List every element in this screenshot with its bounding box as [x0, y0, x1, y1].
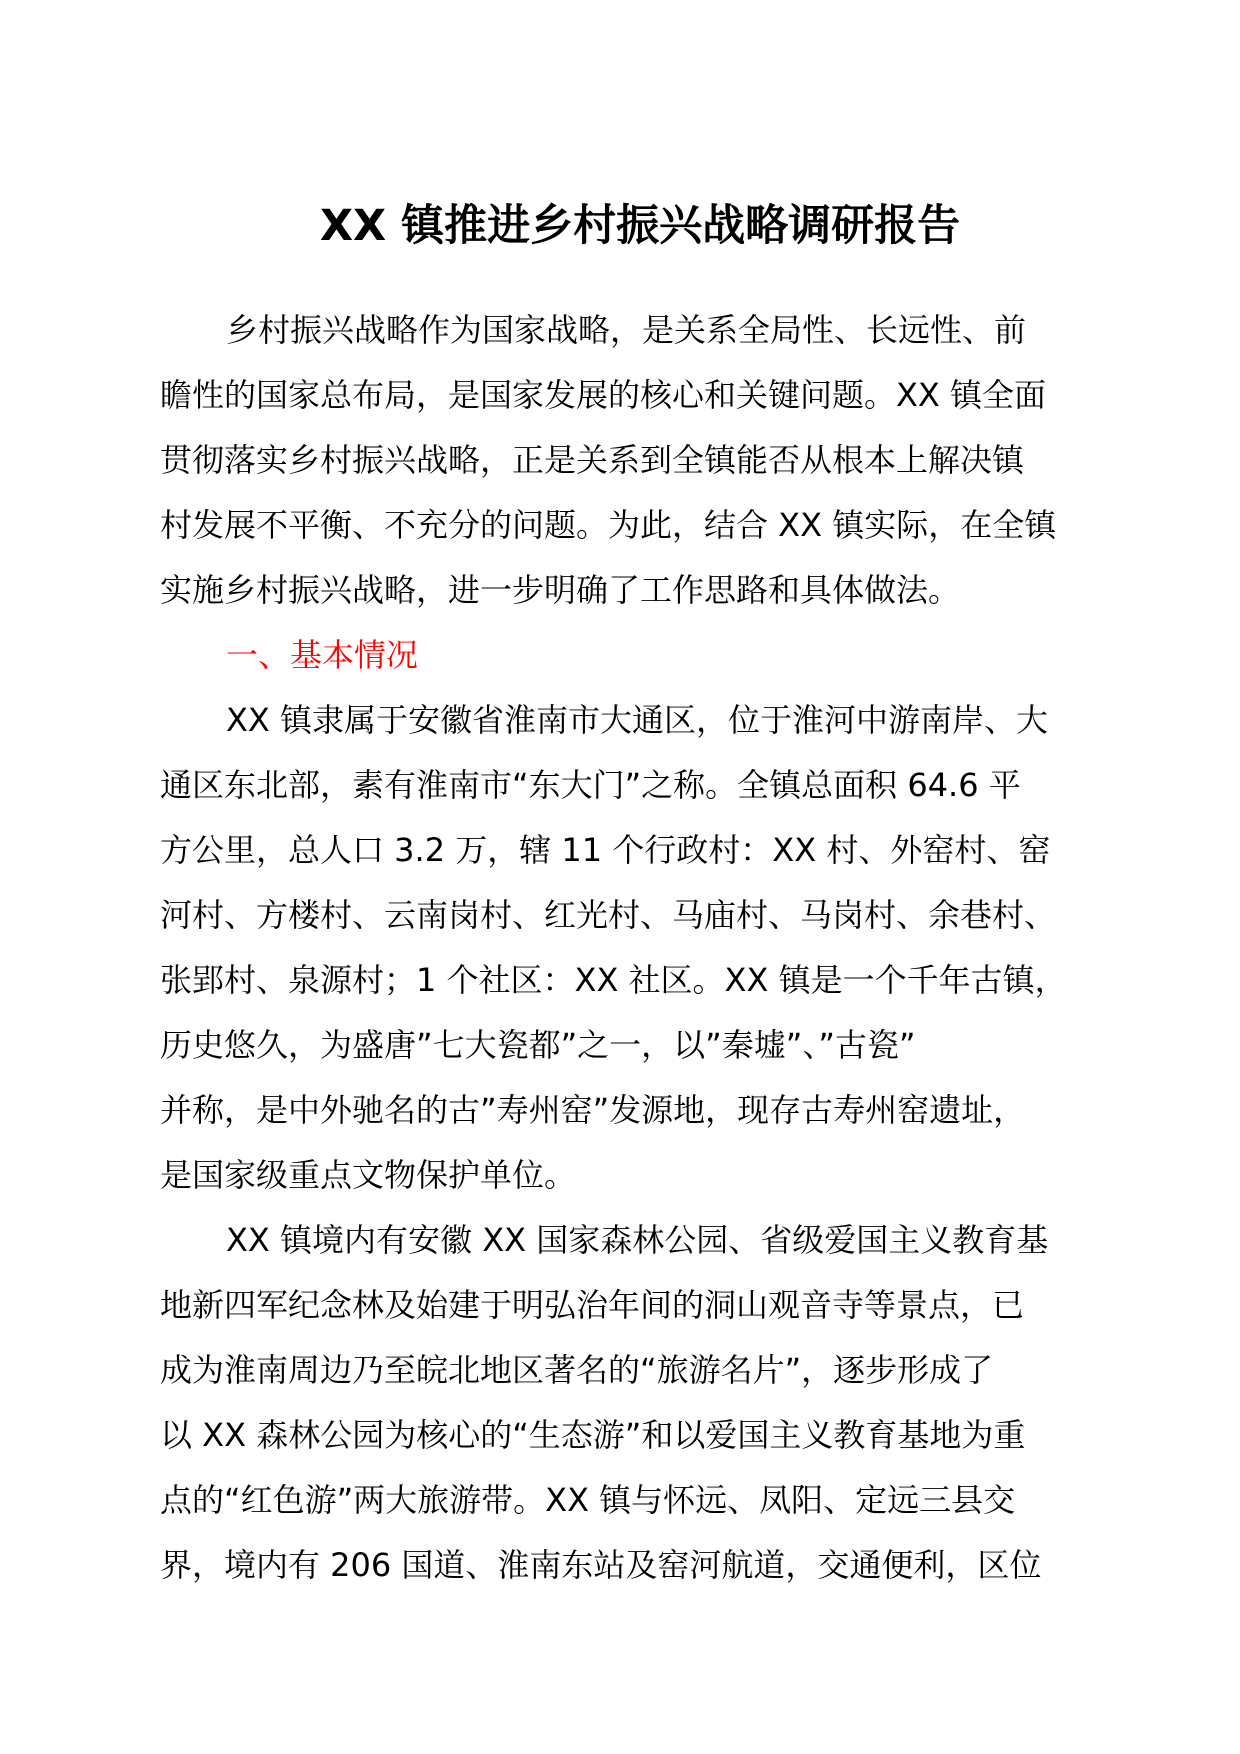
intro-line: 贯彻落实乡村振兴战略，正是关系到全镇能否从根本上解决镇: [160, 441, 1025, 479]
intro-line: 乡村振兴战略作为国家战略，是关系全局性、长远性、前: [226, 311, 1027, 349]
basic-situation-paragraph-1: [160, 688, 1120, 1208]
paragraph-line: 并称，是中外驰名的古”寿州窑”发源地，现存古寿州窑遗址，: [160, 1091, 1026, 1129]
document-page: [160, 196, 1120, 1598]
section-heading-basic-situation: 一、基本情况: [226, 636, 419, 674]
paragraph-line: 地新四军纪念林及始建于明弘治年间的洞山观音寺等景点，已: [160, 1286, 1025, 1324]
intro-paragraph: [160, 298, 1120, 623]
paragraph-line: 张郢村、泉源村；1 个社区：XX 社区。XX 镇是一个千年古镇，: [160, 961, 1067, 999]
document-title: XX 镇推进乡村振兴战略调研报告: [319, 201, 961, 251]
paragraph-line: 通区东北部，素有淮南市“东大门”之称。全镇总面积 64.6 平: [160, 766, 1021, 804]
basic-situation-paragraph-2: [160, 1208, 1120, 1598]
paragraph-line: 是国家级重点文物保护单位。: [160, 1156, 577, 1194]
paragraph-line: XX 镇隶属于安徽省淮南市大通区，位于淮河中游南岸、大: [226, 701, 1049, 739]
intro-line: 村发展不平衡、不充分的问题。为此，结合 XX 镇实际，在全镇: [160, 506, 1057, 544]
paragraph-line: 以 XX 森林公园为核心的“生态游”和以爱国主义教育基地为重: [160, 1416, 1026, 1454]
intro-line: 瞻性的国家总布局，是国家发展的核心和关键问题。XX 镇全面: [160, 376, 1047, 414]
intro-line: 实施乡村振兴战略，进一步明确了工作思路和具体做法。: [160, 571, 961, 609]
paragraph-line: XX 镇境内有安徽 XX 国家森林公园、省级爱国主义教育基: [226, 1221, 1049, 1259]
paragraph-line: 点的“红色游”两大旅游带。XX 镇与怀远、凤阳、定远三县交: [160, 1481, 1016, 1519]
paragraph-line: 界，境内有 206 国道、淮南东站及窑河航道，交通便利，区位: [160, 1546, 1042, 1584]
paragraph-line: 方公里，总人口 3.2 万，辖 11 个行政村：XX 村、外窑村、窑: [160, 831, 1051, 869]
paragraph-line: 河村、方楼村、云南岗村、红光村、马庙村、马岗村、余巷村、: [160, 896, 1057, 934]
paragraph-line: 成为淮南周边乃至皖北地区著名的“旅游名片”，逐步形成了: [160, 1351, 994, 1389]
paragraph-line: 历史悠久，为盛唐”七大瓷都”之一，以”秦墟”、”古瓷”: [160, 1026, 916, 1064]
